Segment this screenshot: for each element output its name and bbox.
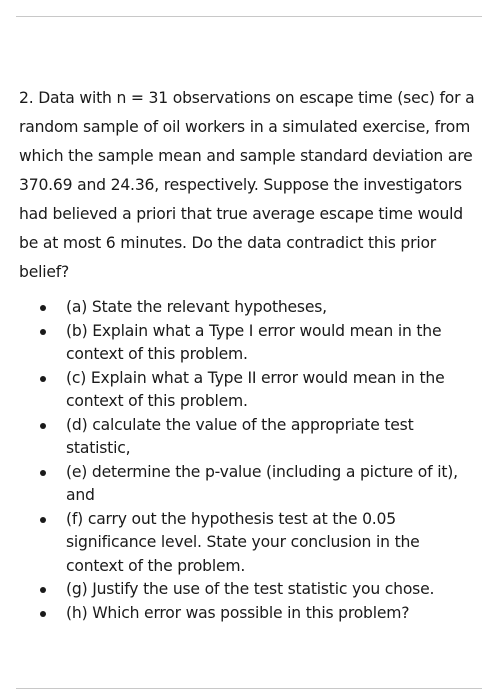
bullet-icon	[40, 423, 46, 429]
bullet-icon	[40, 587, 46, 593]
part-f-text: (f) carry out the hypothesis test at the 0.05 significance level. State your conclusion in the context of the problem.	[66, 509, 420, 575]
bullet-icon	[40, 305, 46, 311]
part-g-text: (g) Justify the use of the test statistic you chose.	[66, 580, 435, 598]
part-d-text: (d) calculate the value of the appropriate test statistic,	[66, 415, 414, 457]
part-h-text: (h) Which error was possible in this problem?	[66, 603, 410, 622]
question-text: 2. Data with n = 31 observations on escape time (sec) for a random sample of oil workers in a simulated exercise, from which the sample mean and sample standard deviation are 370.69 and 24.36, respectively. Suppose the investigators had believed a priori that true average escape time would be at most 6 minutes. Do the data contradict this prior belief?	[19, 89, 475, 281]
part-c-text: (c) Explain what a Type II error would mean in the context of this problem.	[66, 368, 445, 410]
list-item	[40, 461, 480, 508]
list-item	[40, 578, 480, 602]
bullet-icon	[40, 376, 46, 382]
part-a-text: (a) State the relevant hypotheses,	[66, 298, 327, 316]
bullet-icon	[40, 517, 46, 523]
list-item	[40, 602, 480, 626]
list-item	[40, 508, 480, 579]
bullet-icon	[40, 329, 46, 335]
bottom-divider	[16, 688, 482, 689]
list-item	[40, 414, 480, 461]
list-item	[40, 296, 480, 320]
bullet-icon	[40, 470, 46, 476]
top-divider	[16, 16, 482, 17]
part-b-text: (b) Explain what a Type I error would mean in the context of this problem.	[66, 321, 442, 363]
question-parts-list	[40, 296, 480, 625]
bullet-icon	[40, 611, 46, 617]
list-item	[40, 320, 480, 367]
list-item	[40, 367, 480, 414]
part-e-text: (e) determine the p-value (including a picture of it), and	[66, 462, 458, 504]
